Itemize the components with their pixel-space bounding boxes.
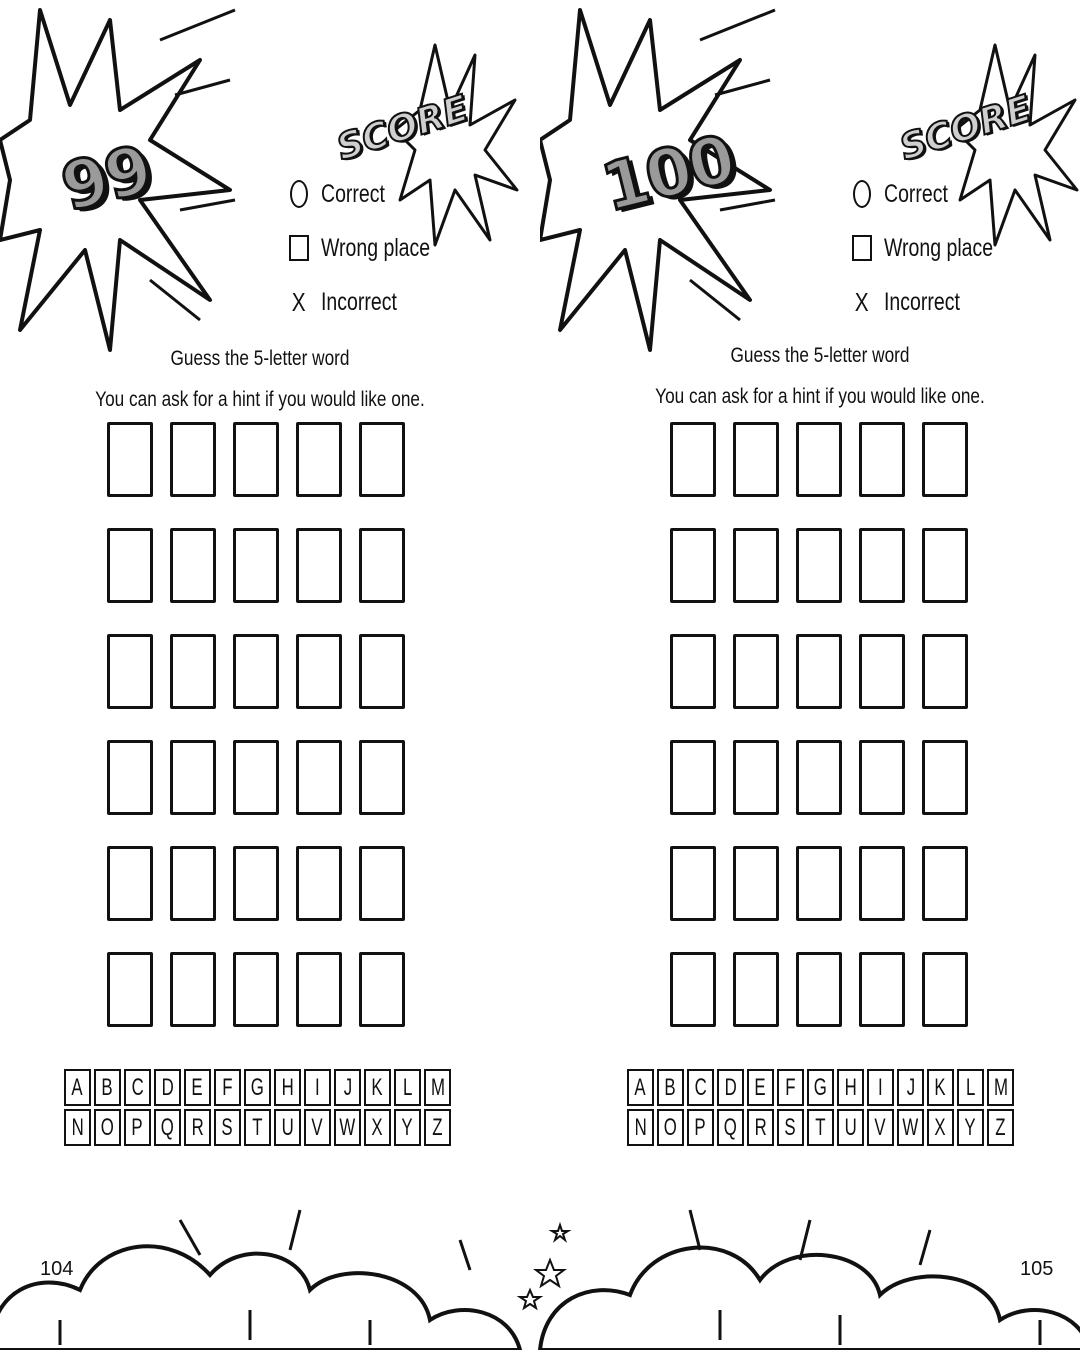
guess-row [670,634,985,740]
letter-box[interactable] [670,740,716,815]
letter-box[interactable] [922,528,968,603]
letter-box[interactable] [107,528,153,603]
letter-box[interactable] [233,740,279,815]
letter-box[interactable] [859,634,905,709]
guess-row [670,528,985,634]
letter-box[interactable] [859,952,905,1027]
circle-outline-icon [853,180,871,208]
letter-box[interactable] [733,634,779,709]
score-title: SCORE [331,88,474,169]
alphabet-letter-c[interactable]: C [687,1069,714,1106]
letter-box[interactable] [859,528,905,603]
circle-outline-icon [290,180,308,208]
letter-box[interactable] [796,422,842,497]
alphabet-letter-t[interactable]: T [244,1109,271,1146]
letter-box[interactable] [359,528,405,603]
alphabet-letter-h[interactable]: H [274,1069,301,1106]
guess-row [107,528,422,634]
letter-box[interactable] [233,846,279,921]
letter-box[interactable] [670,634,716,709]
letter-box[interactable] [359,740,405,815]
alphabet-row [627,1109,1017,1146]
alphabet-letter-w[interactable]: W [897,1109,924,1146]
letter-box[interactable] [233,952,279,1027]
guess-row [107,846,422,952]
alphabet-letter-i[interactable]: I [867,1069,894,1106]
alphabet-letter-c[interactable]: C [124,1069,151,1106]
letter-box[interactable] [922,740,968,815]
alphabet-letter-q[interactable]: Q [717,1109,744,1146]
letter-box[interactable] [296,846,342,921]
letter-box[interactable] [107,740,153,815]
alphabet-letter-w[interactable]: W [334,1109,361,1146]
alphabet-letter-r[interactable]: R [747,1109,774,1146]
instructions [0,338,520,420]
alphabet-letter-p[interactable]: P [687,1109,714,1146]
alphabet-letter-a[interactable]: A [627,1069,654,1106]
alphabet-letter-d[interactable]: D [154,1069,181,1106]
alphabet-letter-n[interactable]: N [627,1109,654,1146]
alphabet-letter-m[interactable]: M [987,1069,1014,1106]
square-outline-icon [852,235,872,261]
star-icon [520,1225,568,1308]
letter-box[interactable] [107,634,153,709]
letter-box[interactable] [233,634,279,709]
letter-box[interactable] [922,846,968,921]
alphabet-letter-g[interactable]: G [807,1069,834,1106]
alphabet-letter-i[interactable]: I [304,1069,331,1106]
letter-box[interactable] [296,952,342,1027]
letter-box[interactable] [170,952,216,1027]
alphabet-row [64,1069,454,1106]
letter-box[interactable] [296,528,342,603]
letter-box[interactable] [359,422,405,497]
letter-box[interactable] [733,528,779,603]
puzzle-number: 100 [594,120,742,227]
letter-box[interactable] [170,740,216,815]
letter-box[interactable] [922,422,968,497]
square-outline-icon [289,235,309,261]
alphabet-letter-f[interactable]: F [777,1069,804,1106]
guess-row [670,422,985,528]
alphabet-letter-x[interactable]: X [927,1109,954,1146]
letter-box[interactable] [733,846,779,921]
legend-incorrect-label: Incorrect [321,287,397,316]
guess-row [107,634,422,740]
legend-correct-label: Correct [321,179,385,208]
letter-box[interactable] [233,422,279,497]
alphabet-letter-t[interactable]: T [807,1109,834,1146]
alphabet-letter-e[interactable]: E [747,1069,774,1106]
letter-box[interactable] [796,846,842,921]
legend-incorrect [285,275,461,329]
alphabet-letter-u[interactable]: U [837,1109,864,1146]
alphabet-letter-m[interactable]: M [424,1069,451,1106]
letter-box[interactable] [796,528,842,603]
alphabet-letter-y[interactable]: Y [394,1109,421,1146]
letter-box[interactable] [733,952,779,1027]
alphabet-letter-a[interactable]: A [64,1069,91,1106]
letter-box[interactable] [107,846,153,921]
alphabet-letter-j[interactable]: J [334,1069,361,1106]
puzzle-page-100 [540,0,1080,1350]
instructions-line-2: You can ask for a hint if you would like one. [655,385,985,408]
alphabet-letter-v[interactable]: V [304,1109,331,1146]
letter-box[interactable] [296,634,342,709]
x-mark-icon: X [855,287,869,317]
letter-box[interactable] [859,846,905,921]
guess-row [107,740,422,846]
instructions-line-1: Guess the 5-letter word [170,347,350,370]
guess-row [107,952,422,1058]
letter-box[interactable] [796,740,842,815]
letter-box[interactable] [296,740,342,815]
alphabet-letter-r[interactable]: R [184,1109,211,1146]
cloud-border-icon [0,1180,1080,1350]
letter-box[interactable] [359,634,405,709]
legend-wrong-place-label: Wrong place [884,233,994,262]
alphabet-letter-u[interactable]: U [274,1109,301,1146]
legend-correct-label: Correct [884,179,948,208]
alphabet-letter-p[interactable]: P [124,1109,151,1146]
alphabet-letter-z[interactable]: Z [424,1109,451,1146]
legend-wrong-place-label: Wrong place [321,233,431,262]
letter-box[interactable] [670,846,716,921]
letter-box[interactable] [107,952,153,1027]
alphabet-letter-b[interactable]: B [94,1069,121,1106]
letter-box[interactable] [296,422,342,497]
alphabet-letter-g[interactable]: G [244,1069,271,1106]
alphabet-letter-s[interactable]: S [214,1109,241,1146]
page-number: 104 [40,1258,74,1280]
letter-box[interactable] [170,634,216,709]
letter-box[interactable] [170,528,216,603]
alphabet-tracker [627,1069,1017,1149]
alphabet-letter-q[interactable]: Q [154,1109,181,1146]
letter-box[interactable] [670,952,716,1027]
alphabet-letter-y[interactable]: Y [957,1109,984,1146]
alphabet-letter-v[interactable]: V [867,1109,894,1146]
guess-grid [107,422,422,1058]
letter-box[interactable] [733,422,779,497]
x-mark-icon: X [292,287,306,317]
alphabet-letter-k[interactable]: K [364,1069,391,1106]
guess-row [107,422,422,528]
letter-box[interactable] [170,422,216,497]
legend-incorrect [848,275,1024,329]
alphabet-row [627,1069,1017,1106]
alphabet-letter-o[interactable]: O [94,1109,121,1146]
letter-box[interactable] [922,634,968,709]
alphabet-letter-e[interactable]: E [184,1069,211,1106]
score-title: SCORE [894,88,1037,169]
alphabet-letter-f[interactable]: F [214,1069,241,1106]
letter-box[interactable] [796,952,842,1027]
letter-box[interactable] [733,740,779,815]
letter-box[interactable] [796,634,842,709]
legend [848,167,1024,329]
alphabet-letter-h[interactable]: H [837,1069,864,1106]
guess-grid [670,422,985,1058]
alphabet-row [64,1109,454,1146]
legend-correct [285,167,461,221]
puzzle-number: 99 [53,130,158,227]
letter-box[interactable] [359,846,405,921]
alphabet-letter-s[interactable]: S [777,1109,804,1146]
instructions-line-1: Guess the 5-letter word [730,344,910,367]
letter-box[interactable] [670,422,716,497]
alphabet-letter-k[interactable]: K [927,1069,954,1106]
alphabet-letter-z[interactable]: Z [987,1109,1014,1146]
letter-box[interactable] [859,422,905,497]
legend-incorrect-label: Incorrect [884,287,960,316]
alphabet-letter-o[interactable]: O [657,1109,684,1146]
alphabet-letter-j[interactable]: J [897,1069,924,1106]
guess-row [670,740,985,846]
guess-row [670,846,985,952]
legend [285,167,461,329]
letter-box[interactable] [670,528,716,603]
alphabet-letter-n[interactable]: N [64,1109,91,1146]
letter-box[interactable] [859,740,905,815]
letter-box[interactable] [233,528,279,603]
instructions-line-2: You can ask for a hint if you would like one. [95,388,425,411]
alphabet-letter-l[interactable]: L [394,1069,421,1106]
letter-box[interactable] [170,846,216,921]
alphabet-letter-b[interactable]: B [657,1069,684,1106]
letter-box[interactable] [922,952,968,1027]
alphabet-letter-x[interactable]: X [364,1109,391,1146]
page-number: 105 [1020,1258,1054,1280]
legend-wrong-place [848,221,1024,275]
legend-wrong-place [285,221,461,275]
alphabet-letter-d[interactable]: D [717,1069,744,1106]
guess-row [670,952,985,1058]
letter-box[interactable] [107,422,153,497]
alphabet-tracker [64,1069,454,1149]
instructions [560,335,1080,417]
legend-correct [848,167,1024,221]
letter-box[interactable] [359,952,405,1027]
alphabet-letter-l[interactable]: L [957,1069,984,1106]
